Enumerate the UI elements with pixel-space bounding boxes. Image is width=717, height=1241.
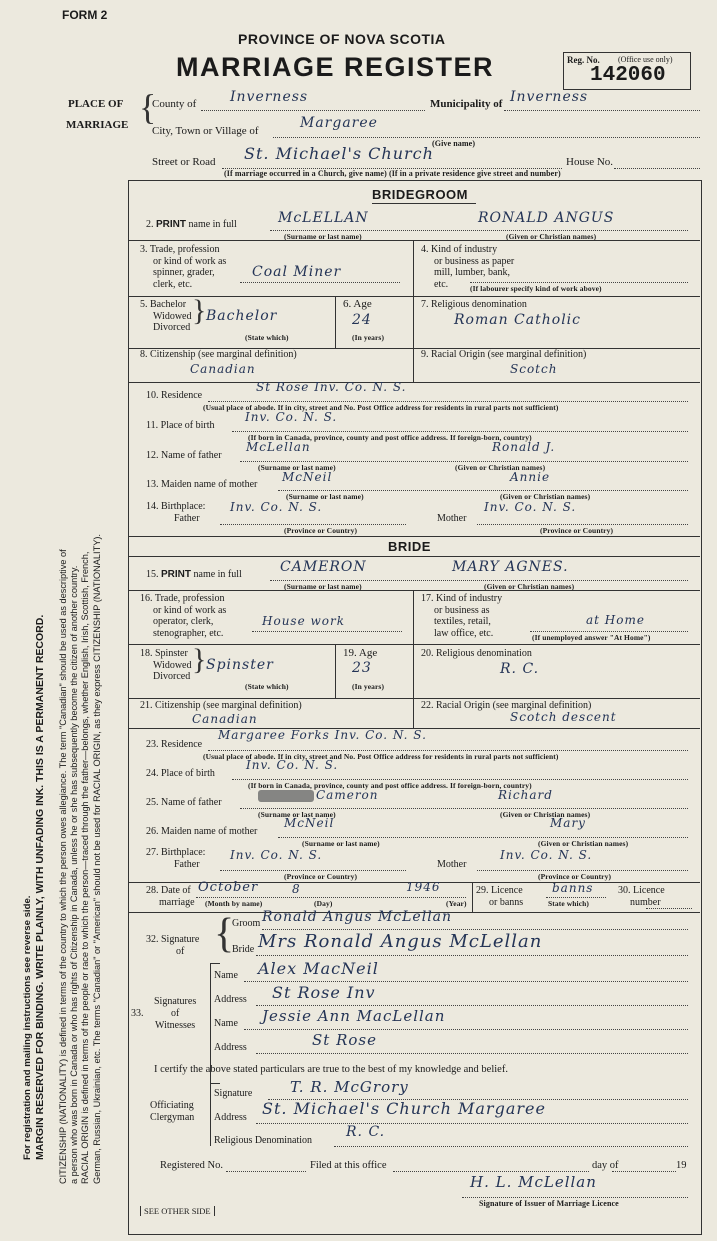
street-label: Street or Road — [152, 156, 216, 168]
groom-religion-label: 7. Religious denomination — [421, 299, 527, 310]
filed-label: Filed at this office — [310, 1160, 387, 1171]
marriage-year: 1946 — [406, 880, 441, 894]
clergy-address: St. Michael's Church Margaree — [262, 1099, 546, 1118]
groom-birthplace: Inv. Co. N. S. — [245, 410, 338, 424]
bride-citizenship: Canadian — [192, 712, 258, 726]
day-sub: (Day) — [314, 899, 333, 908]
date-of-marriage-label: 28. Date of marriage — [146, 885, 195, 908]
groom-marital-status: Bachelor — [206, 308, 278, 324]
groom-in-years: (In years) — [352, 333, 385, 342]
reg-no-value: 142060 — [590, 64, 666, 87]
issuer-label: Signature of Issuer of Marriage Licence — [479, 1199, 619, 1208]
bride-marital-status: Spinster — [206, 657, 274, 673]
witness2-address: St Rose — [312, 1031, 377, 1049]
clergy-denomination: R. C. — [346, 1124, 386, 1140]
year-sub: (Year) — [446, 899, 467, 908]
bride-unemployed-note: (If unemployed answer "At Home") — [532, 633, 651, 642]
bride-parents-birthplace-label: 27. Birthplace: Father — [146, 847, 206, 870]
groom-mother-surname: McNeil — [282, 470, 333, 484]
bride-father-given: Richard — [498, 788, 553, 802]
clergy-address-label: Address — [214, 1112, 247, 1123]
bride-racial-origin: Scotch descent — [510, 710, 617, 724]
clergy-signature-label: Signature — [214, 1088, 253, 1099]
city-value: Margaree — [300, 115, 378, 131]
trade-label: 3. Trade, profession or kind of work as spinner, grader, clerk, etc. — [140, 244, 227, 290]
witness1-name-label: Name — [214, 970, 238, 981]
groom-racial-origin: Scotch — [510, 362, 558, 376]
groom-birth-sub: (If born in Canada, province, county and post office address. If foreign-born, country) — [248, 433, 532, 442]
groom-signature: Ronald Angus McLellan — [262, 909, 453, 925]
groom-province-sub-father: (Province or Country) — [284, 526, 358, 535]
year-prefix: 19 — [676, 1160, 687, 1171]
groom-given-name: RONALD ANGUS — [478, 210, 615, 226]
bride-mother-given: Mary — [550, 816, 586, 830]
groom-father-surname-sub: (Surname or last name) — [258, 463, 336, 472]
bride-trade: House work — [262, 614, 345, 628]
bride-religion-label: 20. Religious denomination — [421, 648, 532, 659]
signature-label: 32. Signature of — [146, 934, 200, 957]
house-no-label: House No. — [566, 156, 614, 168]
bride-father-label: 25. Name of father — [146, 797, 222, 808]
bachelor-label: 5. Bachelor Widowed Divorced — [140, 299, 192, 333]
groom-parents-birthplace-label: 14. Birthplace: Father — [146, 501, 206, 524]
place-of-label: PLACE OF — [68, 98, 124, 110]
bride-surname-sub: (Surname or last name) — [284, 582, 362, 591]
bride-signature: Mrs Ronald Angus McLellan — [258, 931, 543, 952]
bride-residence: Margaree Forks Inv. Co. N. S. — [218, 728, 427, 742]
bride-mother-given-sub: (Given or Christian names) — [538, 839, 629, 848]
clergy-signature: T. R. McGrory — [290, 1078, 409, 1096]
witness1-address-label: Address — [214, 994, 247, 1005]
see-other-side-note: SEE OTHER SIDE — [140, 1206, 215, 1216]
licence-state-which: State which) — [548, 899, 589, 908]
licence-type: banns — [552, 881, 594, 895]
bridegroom-heading: BRIDEGROOM — [372, 187, 468, 202]
bride-racial-label: 22. Racial Origin (see marginal definition) — [421, 700, 592, 711]
certify-statement: I certify the above stated particulars are true to the best of my knowledge and belief. — [154, 1064, 508, 1075]
groom-surname-sub: (Surname or last name) — [284, 232, 362, 241]
bride-surname: CAMERON — [280, 559, 367, 575]
county-value: Inverness — [230, 89, 309, 105]
officiating-clergyman-label: Officiating Clergyman — [150, 1100, 195, 1123]
bride-heading: BRIDE — [388, 539, 431, 554]
spinster-label: 18. Spinster Widowed Divorced — [140, 648, 192, 682]
place-brace: { — [139, 87, 157, 127]
page-title: MARRIAGE REGISTER — [176, 52, 495, 82]
groom-sig-label: Groom — [232, 918, 261, 929]
bride-mother-label: 26. Maiden name of mother — [146, 826, 258, 837]
bride-in-years: (In years) — [352, 682, 385, 691]
clergy-denomination-label: Religious Denomination — [214, 1135, 313, 1146]
witness1-address: St Rose Inv — [272, 983, 376, 1002]
side-instructions: For registration and mailing instructions see reverse side. MARGIN RESERVED FOR BINDING. WRITE PLAINLY, WITH UNFADING INK. THIS IS A PERMANENT RECORD. — [22, 614, 46, 1160]
bride-age: 23 — [352, 660, 372, 676]
issuer-signature: H. L. McLellan — [470, 1173, 597, 1191]
witness2-address-label: Address — [214, 1042, 247, 1053]
bride-industry: at Home — [586, 613, 645, 627]
groom-racial-label: 9. Racial Origin (see marginal definition) — [421, 349, 587, 360]
reg-no-label: Reg. No. — [567, 55, 600, 65]
groom-mother-label: 13. Maiden name of mother — [146, 479, 258, 490]
groom-father-given-sub: (Given or Christian names) — [455, 463, 546, 472]
groom-father-given: Ronald J. — [492, 440, 556, 454]
bride-province-sub-mother: (Province or Country) — [538, 872, 612, 881]
groom-father-birthplace: Inv. Co. N. S. — [230, 500, 323, 514]
registered-no-label: Registered No. — [160, 1160, 223, 1171]
month-sub: (Month by name) — [205, 899, 263, 908]
county-label: County of — [152, 98, 197, 110]
groom-citizenship: Canadian — [190, 362, 256, 376]
marriage-day: 8 — [292, 882, 301, 896]
groom-mother-given-sub: (Given or Christian names) — [500, 492, 591, 501]
groom-mother-given: Annie — [510, 470, 551, 484]
groom-state-which: (State which) — [245, 333, 289, 342]
groom-bp-mother-label: Mother — [437, 513, 467, 524]
bride-father-surname-sub: (Surname or last name) — [258, 810, 336, 819]
street-value: St. Michael's Church — [244, 144, 434, 163]
labourer-note: (If labourer specify kind of work above) — [470, 284, 602, 293]
groom-age-label: 6. Age — [343, 298, 372, 310]
bride-state-which: (State which) — [245, 682, 289, 691]
municipality-label: Municipality of — [430, 98, 503, 110]
street-note: (If marriage occurred in a Church, give name) (If in a private residence give street and number) — [224, 169, 561, 178]
office-use-label: (Office use only) — [618, 55, 673, 64]
groom-mother-birthplace: Inv. Co. N. S. — [484, 500, 577, 514]
bride-industry-label: 17. Kind of industry or business as textiles, retail, law office, etc. — [421, 593, 503, 639]
marriage-register-form: FORM 2 PROVINCE OF NOVA SCOTIA MARRIAGE REGISTER Reg. No. (Office use only) 142060 PLACE OF MARRIAGE { County of Inverness Municipality of Inverness City, Town or Village of Margaree (Give name) Street or Road St. Michael's Church House No. (If marriage occurred in a Church, give name) (If in a private residence give street and number) BRIDEGROOM 2. PRINT name in full McLELLAN RONALD ANGUS (Surname or last name) (Given or Christian names) 3. Trade, profession or kind of work as spinner, grader, clerk, etc. Coal Miner 4. Kind of industry or business as paper mill, lumber, bank, etc. (If labourer specify kind of work above) 5. Bachelor Widowed Divorced } Bachelor (State which) 6. Age 24 (In years) 7. Religious denomination Roman Catholic 8. Citizenship (see marginal definition) Canadian 9. Racial Origin (see marginal definition) Scotch 10. Residence St Rose Inv. Co. N. S. (Usual place of abode. If in city, street and No. Post Office address for residents in rural parts not sufficient) 11. Place of birth Inv. Co. N. S. (If born in Canada, province, county and post office address. If foreign-born, country) 12. Name of father McLellan Ronald J. (Surname or last name) (Given or Christian names) 13. Maiden name of mother McNeil Annie (Surname or last name) (Given or Christian names) 14. Birthplace: Father Inv. Co. N. S. Mother Inv. Co. N. S. (Province or Country) (Province or Country) BRIDE 15. PRINT name in full CAMERON MARY AGNES. (Surname or last name) (Given or Christian names) 16. Trade, profession or kind of work as operator, clerk, stenographer, etc. House work 17. Kind of industry or business as textiles, retail, law office, etc. at Home (If unemployed answer "At Home") 18. Spinster Widowed Divorced } Spinster (State which) 19. Age 23 (In years) 20. Religious denomination R. C. 21. Citizenship (see marginal definition) Canadian 22. Racial Origin (see marginal definition) Scotch descent 23. Residence Margaree Forks Inv. Co. N. S. (Usual place of abode. If in city, street and No. Post Office address for residents in rural parts not sufficient) 24. Place of birth Inv. Co. N. S. (If born in Canada, province, county and post office address. If foreign-born, country) 25. Name of father Cameron Richard (Surname or last name) (Given or Christian names) 26. Maiden name of mother McNeil Mary (Surname or last name) (Given or Christian names) 27. Birthplace: Father Inv. Co. N. S. Mother Inv. Co. N. S. (Province or Country) (Province or Country) 28. Date of marriage October 8 1946 (Month by name) (Day) (Year) 29. Licence or banns banns State which) 30. Licence number 32. Signature of { Groom Ronald Angus McLellan Bride Mrs Ronald Angus McLellan Signatures of Witnesses 33. Name Alex MacNeil Address St Rose Inv Name Jessie Ann MacLellan Address St Rose I certify the above stated particulars are true to the best of my knowledge and belief. Officiating Clergyman Signature T. R. McGrory Address St. Michael's Church Margaree Religious Denomination R. C. Registered No. Filed at this office day of 19 H. L. McLellan Signature of Issuer of Marriage Licence SEE OTHER SIDE For registration and mailing instructions see reverse side. MARGIN RESERVED FOR BINDING. WRITE PLAINLY, WITH UNFADING INK. THIS IS A PERMANENT RECORD. CITIZENSHIP (NATIONALITY) is defined in terms of the country to which the person owes allegiance. The term "Canadian" should be used as descriptive of a person who was born in Canada or who has rights of Citizenship in Canada, unless he or she has subsequently become the citizen of another country. RACIAL ORIGIN is defined in terms of the people or race to which the person—traced through the father—belongs, whether English, Irish, Scottish, French, German, Russian, Ukrainian, etc. The terms "Canadian" or "American" should not be used for RACIAL ORIGIN, as they express CITIZENSHIP (NATIONALITY). — [0, 0, 717, 1241]
groom-birth-label: 11. Place of birth — [146, 420, 215, 431]
municipality-value: Inverness — [510, 89, 589, 105]
bride-sig-label: Bride — [232, 944, 255, 955]
bride-mother-surname-sub: (Surname or last name) — [302, 839, 380, 848]
bride-province-sub-father: (Province or Country) — [284, 872, 358, 881]
bride-trade-label: 16. Trade, profession or kind of work as operator, clerk, stenographer, etc. — [140, 593, 227, 639]
groom-residence-label: 10. Residence — [146, 390, 203, 401]
groom-father-label: 12. Name of father — [146, 450, 222, 461]
industry-label: 4. Kind of industry or business as paper mill, lumber, bank, etc. — [421, 244, 515, 290]
bride-father-given-sub: (Given or Christian names) — [500, 810, 591, 819]
bride-mother-surname: McNeil — [284, 816, 335, 830]
groom-name-label: 2. PRINT name in full — [146, 219, 237, 230]
groom-mother-surname-sub: (Surname or last name) — [286, 492, 364, 501]
groom-father-surname: McLellan — [246, 440, 311, 454]
bride-residence-label: 23. Residence — [146, 739, 203, 750]
groom-residence: St Rose Inv. Co. N. S. — [256, 380, 407, 394]
marriage-month: October — [198, 880, 259, 895]
witnesses-number: 33. — [131, 1008, 144, 1019]
groom-given-sub: (Given or Christian names) — [506, 232, 597, 241]
bride-given-name: MARY AGNES. — [452, 559, 569, 575]
groom-age: 24 — [352, 312, 372, 328]
groom-religion: Roman Catholic — [454, 312, 581, 328]
witnesses-label: Signatures of Witnesses — [154, 996, 197, 1031]
bride-citizenship-label: 21. Citizenship (see marginal definition) — [140, 700, 302, 711]
groom-residence-sub: (Usual place of abode. If in city, street and No. Post Office address for residents in rural parts not sufficient) — [203, 403, 559, 412]
groom-trade: Coal Miner — [252, 264, 342, 280]
witness1-name: Alex MacNeil — [258, 959, 379, 978]
city-label: City, Town or Village of — [152, 125, 259, 137]
bride-birth-sub: (If born in Canada, province, county and post office address. If foreign-born, country) — [248, 781, 532, 790]
marriage-label: MARRIAGE — [66, 119, 129, 131]
bride-mother-birthplace: Inv. Co. N. S. — [500, 848, 593, 862]
day-of-label: day of — [592, 1160, 619, 1171]
witness2-name-label: Name — [214, 1018, 238, 1029]
side-definitions: CITIZENSHIP (NATIONALITY) is defined in terms of the country to which the person owes allegiance. The term "Canadian" should be used as descriptive of a person who was born in Canada or who has rights of Citizenship in Canada, unless he or she has subsequently become the citizen of another country. RACIAL ORIGIN is defined in terms of the people or race to which the person—traced through the father—belongs, whether English, Irish, Scottish, French, German, Russian, Ukrainian, etc. The terms "Canadian" or "American" should not be used for RACIAL ORIGIN, as they express CITIZENSHIP (NATIONALITY). — [58, 534, 102, 1184]
bride-bp-mother-label: Mother — [437, 859, 467, 870]
groom-province-sub-mother: (Province or Country) — [540, 526, 614, 535]
witness2-name: Jessie Ann MacLellan — [262, 1007, 446, 1025]
bride-residence-sub: (Usual place of abode. If in city, street and No. Post Office address for residents in rural parts not sufficient) — [203, 752, 559, 761]
redacted-mark — [258, 790, 314, 802]
licence-or-banns-label: 29. Licence or banns — [476, 885, 524, 908]
registration-number-box — [563, 52, 691, 90]
bride-name-label: 15. PRINT name in full — [146, 569, 242, 580]
groom-surname: McLELLAN — [278, 210, 369, 226]
bride-age-label: 19. Age — [343, 647, 378, 659]
bride-father-birthplace: Inv. Co. N. S. — [230, 848, 323, 862]
licence-number-label: 30. Licence number — [618, 885, 665, 908]
bride-given-sub: (Given or Christian names) — [484, 582, 575, 591]
groom-citizenship-label: 8. Citizenship (see marginal definition) — [140, 349, 297, 360]
form-number: FORM 2 — [62, 8, 108, 22]
bride-father-surname: Cameron — [316, 788, 379, 802]
province-heading: PROVINCE OF NOVA SCOTIA — [238, 31, 446, 47]
bride-birth-label: 24. Place of birth — [146, 768, 215, 779]
bride-birthplace: Inv. Co. N. S. — [246, 758, 339, 772]
bride-religion: R. C. — [500, 661, 540, 677]
give-name-note: (Give name) — [432, 139, 476, 148]
